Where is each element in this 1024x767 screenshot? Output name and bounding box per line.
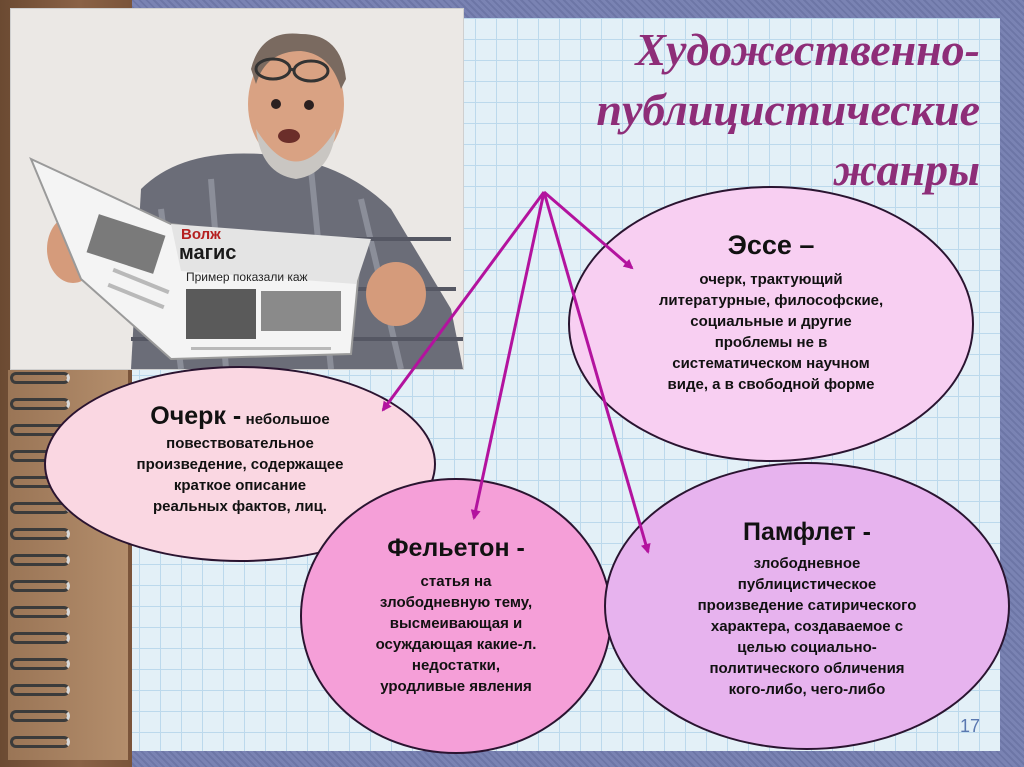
pamphlet-line: политического обличения: [709, 660, 905, 677]
pamphlet-line: произведение сатирического: [697, 597, 917, 614]
arrow-to-essay: [544, 192, 632, 268]
pamphlet-line: злободневное: [753, 555, 861, 572]
feuilleton-line: уродливые явления: [380, 678, 532, 695]
newspaper-masthead-1: Волж: [181, 226, 221, 243]
pamphlet-line: целью социально-: [737, 639, 877, 656]
feuilleton-line: осуждающая какие-л.: [375, 636, 537, 653]
feuilleton-line: статья на: [420, 573, 492, 590]
arrow-to-pamphlet: [544, 192, 648, 552]
title-line-3: жанры: [833, 144, 980, 195]
pamphlet-heading: Памфлет -: [743, 518, 871, 546]
feuilleton-line: злободневную тему,: [379, 594, 533, 611]
ocherk-line: краткое описание: [173, 477, 307, 494]
essay-line: литературные, философские,: [658, 292, 884, 309]
pamphlet-line: кого-либо, чего-либо: [728, 681, 886, 698]
essay-line: социальные и другие: [690, 313, 852, 330]
title-line-1: Художественно-: [635, 24, 980, 75]
essay-line: виде, а в свободной форме: [667, 376, 875, 393]
page-number: 17: [960, 716, 981, 736]
essay-line: систематическом научном: [672, 355, 870, 372]
ocherk-heading-tail: небольшое: [245, 411, 330, 428]
ocherk-line: реальных фактов, лиц.: [153, 498, 327, 515]
ocherk-line: повествовательное: [166, 435, 314, 452]
feuilleton-line: недостатки,: [411, 657, 501, 674]
title-line-2: публицистические: [596, 84, 980, 135]
essay-line: проблемы не в: [714, 334, 828, 351]
essay-line: очерк, трактующий: [699, 271, 843, 288]
pamphlet-line: публицистическое: [737, 576, 877, 593]
newspaper-caption: Пример показали каж: [186, 270, 308, 284]
essay-heading: Эссе –: [727, 230, 815, 260]
feuilleton-line: высмеивающая и: [389, 615, 523, 632]
ocherk-heading: Очерк -: [150, 402, 242, 430]
ocherk-line: произведение, содержащее: [136, 456, 344, 473]
pamphlet-line: характера, создаваемое с: [710, 618, 904, 635]
feuilleton-heading: Фельетон -: [387, 534, 525, 562]
newspaper-masthead-2: магис: [179, 242, 237, 264]
